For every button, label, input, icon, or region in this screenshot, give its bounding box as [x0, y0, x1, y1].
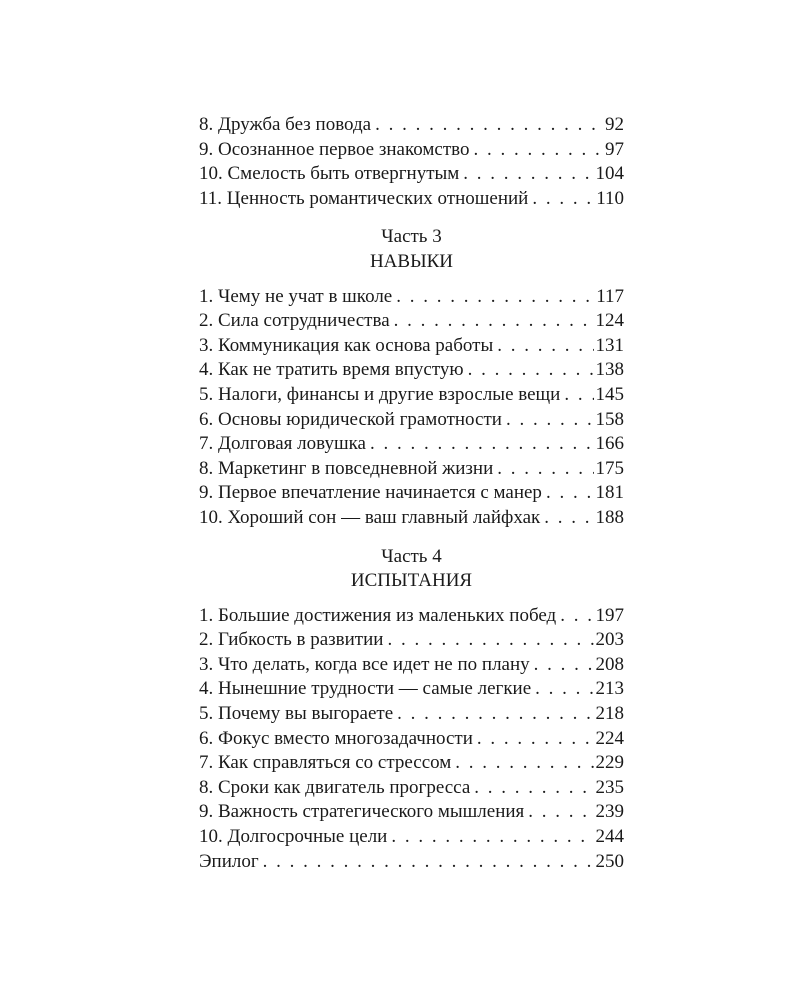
toc-entry [199, 506, 624, 531]
part-title: НАВЫКИ [369, 250, 454, 272]
toc-entry-page: 166 [595, 433, 624, 455]
toc-entry-title: 6. Фокус вместо многозадачности [199, 727, 473, 749]
toc-entry-epilogue [199, 850, 624, 875]
toc-entry [199, 825, 624, 850]
toc-entry-title: 8. Сроки как двигатель прогресса [199, 776, 471, 798]
toc-entry-page: 244 [595, 826, 624, 848]
toc-entry-page: 124 [595, 310, 624, 332]
toc-entry-page: 175 [595, 457, 624, 479]
toc-entry-title: 4. Как не тратить время впустую [199, 359, 464, 381]
toc-entry [199, 481, 624, 506]
toc-entry [199, 138, 624, 163]
toc-entry-title: 1. Большие достижения из маленьких побед [199, 604, 557, 626]
toc-entry [199, 187, 624, 212]
dot-leader [459, 162, 593, 187]
toc-entry-page: 208 [595, 653, 624, 675]
toc-entry-page: 138 [595, 359, 624, 381]
dot-leader [556, 604, 593, 629]
part3-section [199, 225, 624, 530]
toc-entry-title: 8. Дружба без повода [199, 114, 372, 135]
toc-entry-title: Эпилог [199, 850, 259, 872]
toc-entry [199, 800, 624, 825]
toc-entry-page: 158 [595, 408, 624, 430]
toc-entry [199, 383, 624, 408]
toc-entry [199, 776, 624, 801]
toc-entry-page: 229 [595, 752, 624, 774]
part-label: Часть 3 [381, 226, 442, 248]
toc-entry-title: 4. Нынешние трудности — самые легкие [199, 678, 532, 700]
toc-entry-page: 104 [595, 163, 624, 185]
toc-entry-title: 10. Долгосрочные цели [199, 826, 388, 848]
part2-tail-section [199, 113, 624, 211]
part4-section [199, 545, 624, 875]
toc-entry [199, 677, 624, 702]
toc-entry [199, 628, 624, 653]
toc-entry-title: 9. Первое впечатление начинается с манер [199, 482, 542, 504]
toc-entry-title: 7. Долговая ловушка [199, 433, 366, 455]
dot-leader [383, 628, 593, 653]
dot-leader [392, 285, 594, 310]
toc-entry-title: 2. Сила сотрудничества [199, 310, 390, 332]
toc-entry-title: 9. Осознанное первое знакомство [199, 138, 470, 160]
toc-entry-title: 10. Хороший сон — ваш главный лайфхак [199, 506, 541, 528]
dot-leader [542, 481, 594, 506]
toc-entry [199, 432, 624, 457]
toc-entry-title: 3. Что делать, когда все идет не по плану [199, 653, 530, 675]
dot-leader [259, 850, 594, 875]
toc-entry-page: 188 [595, 506, 624, 528]
dot-leader [366, 432, 594, 457]
toc-entry-page: 197 [595, 604, 624, 626]
dot-leader [464, 358, 594, 383]
toc-entry-title: 3. Коммуникация как основа работы [199, 334, 494, 356]
toc-entry-title: 5. Налоги, финансы и другие взрослые вещи [199, 383, 561, 405]
toc-entry-title: 2. Гибкость в развитии [199, 629, 384, 651]
toc-entry-page: 181 [595, 482, 624, 504]
toc-entry-page: 117 [596, 285, 624, 307]
toc-entry [199, 162, 624, 187]
toc-entry [199, 457, 624, 482]
toc-entry-title: 7. Как справляться со стрессом [199, 752, 452, 774]
toc-entry-page: 92 [605, 114, 624, 135]
toc-entry [199, 702, 624, 727]
dot-leader [470, 776, 593, 801]
toc-entry [199, 285, 624, 310]
toc-entry [199, 408, 624, 433]
toc-entry [199, 727, 624, 752]
toc-entry-page: 97 [605, 138, 624, 160]
toc-entry-title: 6. Основы юридической грамотности [199, 408, 502, 430]
part-title: ИСПЫТАНИЯ [350, 570, 473, 592]
dot-leader [371, 113, 603, 138]
toc-entry-title: 11. Ценность романтических отношений [199, 187, 529, 209]
toc-entry [199, 113, 624, 138]
toc-entry-page: 235 [595, 776, 624, 798]
toc-entry-page: 110 [596, 187, 624, 209]
dot-leader [493, 334, 593, 359]
toc-entry-title: 10. Смелость быть отвергнутым [199, 163, 460, 185]
dot-leader [493, 457, 593, 482]
dot-leader [390, 309, 594, 334]
dot-leader [387, 825, 593, 850]
toc-entry-title: 8. Маркетинг в повседневной жизни [199, 457, 494, 479]
toc-entry-page: 224 [595, 727, 624, 749]
toc-entry-page: 131 [595, 334, 624, 356]
toc-entry-title: 5. Почему вы выгораете [199, 703, 394, 725]
part-label: Часть 4 [381, 545, 442, 567]
toc-entry [199, 604, 624, 629]
toc-entry-page: 213 [595, 678, 624, 700]
toc-entry [199, 309, 624, 334]
dot-leader [531, 677, 593, 702]
dot-leader [473, 727, 594, 752]
toc-entry-page: 218 [595, 703, 624, 725]
toc-entry-title: 9. Важность стратегического мышления [199, 801, 525, 823]
toc-entry [199, 653, 624, 678]
toc-entry-title: 1. Чему не учат в школе [199, 285, 393, 307]
toc-entry-page: 250 [595, 850, 624, 872]
dot-leader [530, 653, 594, 678]
table-of-contents [199, 113, 624, 874]
toc-entry [199, 334, 624, 359]
toc-entry-page: 203 [595, 629, 624, 651]
dot-leader [502, 408, 594, 433]
dot-leader [560, 383, 593, 408]
dot-leader [469, 138, 603, 163]
dot-leader [528, 187, 594, 212]
toc-entry [199, 358, 624, 383]
dot-leader [524, 800, 593, 825]
toc-entry [199, 751, 624, 776]
dot-leader [451, 751, 593, 776]
dot-leader [540, 506, 593, 531]
dot-leader [393, 702, 593, 727]
toc-entry-page: 145 [595, 383, 624, 405]
toc-entry-page: 239 [595, 801, 624, 823]
